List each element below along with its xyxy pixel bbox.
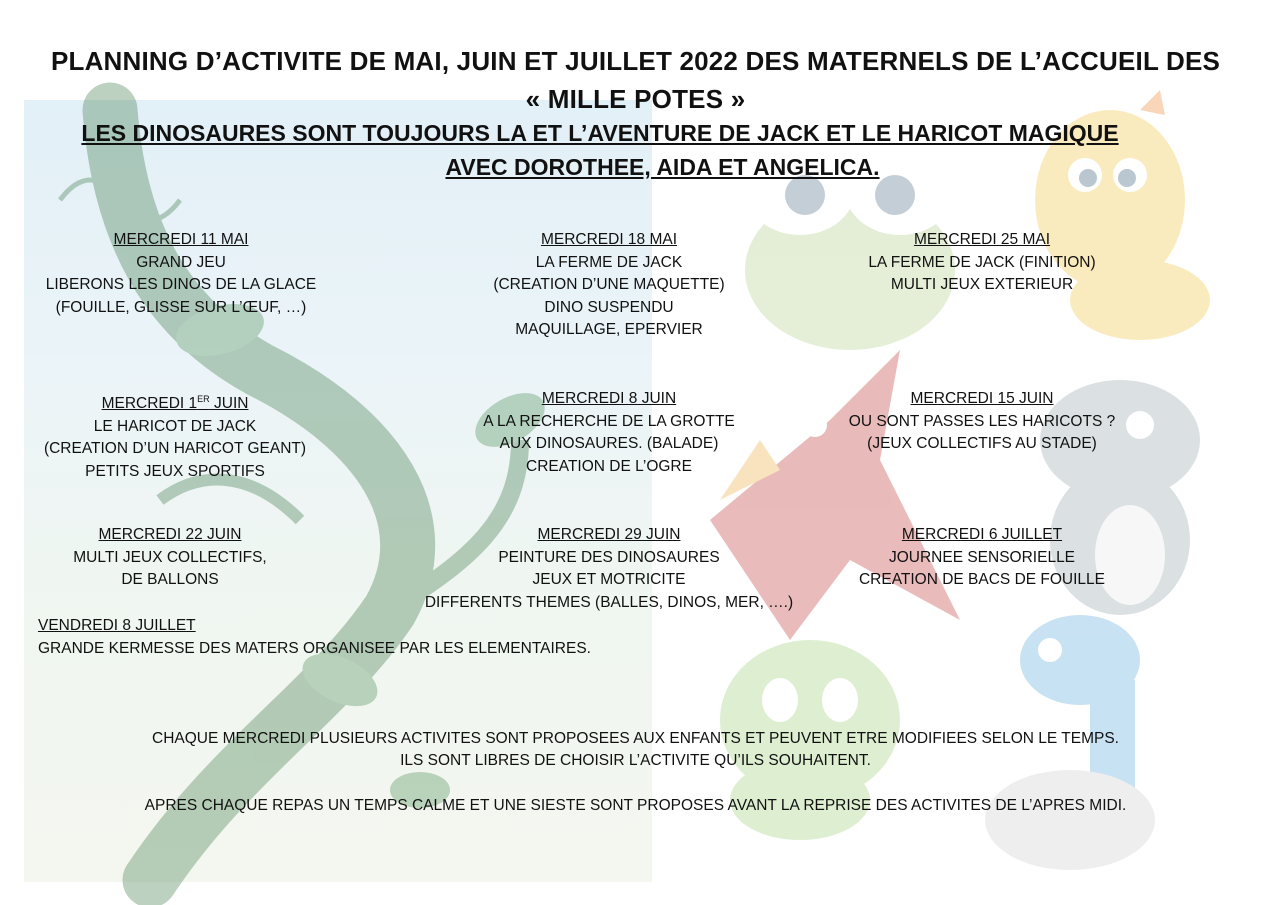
activity-line: MAQUILLAGE, EPERVIER: [515, 321, 703, 339]
activity-block: [20, 524, 320, 592]
activity-line: A LA RECHERCHE DE LA GROTTE: [483, 412, 735, 430]
activity-block: [832, 388, 1132, 456]
note-activities: CHAQUE MERCREDI PLUSIEURS ACTIVITES SONT PROPOSEES AUX ENFANTS ET PEUVENT ETRE MODIFIEES SELON LE TEMPS.: [152, 730, 1119, 747]
page-subtitle: LES DINOSAURES SONT TOUJOURS LA ET L’AVENTURE DE JACK ET LE HARICOT MAGIQUE: [81, 120, 1119, 146]
friday-day: VENDREDI 8 JUILLET: [38, 617, 196, 634]
activity-line: PEINTURE DES DINOSAURES: [498, 548, 720, 566]
activity-day: MERCREDI 18 MAI: [540, 231, 678, 248]
activity-line: LE HARICOT DE JACK: [93, 417, 257, 435]
activity-line: LIBERONS LES DINOS DE LA GLACE: [45, 276, 317, 294]
page-title: PLANNING D’ACTIVITE DE MAI, JUIN ET JUILLET 2022 DES MATERNELS DE L’ACCUEIL DES: [50, 46, 1221, 76]
activity-day-ordinal: ER: [197, 394, 210, 404]
activity-day: MERCREDI 8 JUIN: [541, 390, 677, 407]
activity-line: LA FERME DE JACK: [535, 253, 683, 271]
activity-line: (CREATION D’UN HARICOT GEANT): [43, 440, 307, 458]
activity-day: [25, 388, 325, 416]
activity-line: MULTI JEUX EXTERIEUR: [890, 276, 1074, 294]
activity-block: [832, 524, 1132, 592]
activity-line: AUX DINOSAURES. (BALADE): [499, 435, 719, 453]
activity-block: [459, 229, 759, 342]
note-free-choice: ILS SONT LIBRES DE CHOISIR L’ACTIVITE QU’ILS SOUHAITENT.: [400, 752, 871, 769]
activity-line: CREATION DE BACS DE FOUILLE: [858, 571, 1106, 589]
activity-line: CREATION DE L’OGRE: [526, 457, 692, 475]
activity-block: [25, 388, 325, 483]
activity-block: [31, 229, 331, 319]
activity-line: GRAND JEU: [136, 253, 226, 271]
activity-line: DIFFERENTS THEMES (BALLES, DINOS, MER, ….): [424, 593, 794, 611]
activity-line: JOURNEE SENSORIELLE: [888, 548, 1076, 566]
activity-block: [459, 388, 759, 478]
activity-line: MULTI JEUX COLLECTIFS,: [73, 548, 267, 566]
activity-line: (FOUILLE, GLISSE SUR L’ŒUF, …): [55, 298, 307, 316]
note-nap-time: APRES CHAQUE REPAS UN TEMPS CALME ET UNE SIESTE SONT PROPOSES AVANT LA REPRISE DES ACTIVITES DE L’APRES MIDI.: [144, 797, 1127, 814]
activity-line: DINO SUSPENDU: [544, 298, 674, 316]
activity-line: LA FERME DE JACK (FINITION): [868, 253, 1096, 271]
activity-block: [424, 524, 794, 614]
page-subtitle-staff: AVEC DOROTHEE, AIDA ET ANGELICA.: [445, 154, 880, 180]
activity-block: [832, 229, 1132, 297]
activity-day: MERCREDI 11 MAI: [113, 231, 249, 248]
activity-day: MERCREDI 6 JUILLET: [901, 526, 1063, 543]
activity-day: MERCREDI 22 JUIN: [98, 526, 242, 543]
activity-line: (JEUX COLLECTIFS AU STADE): [867, 435, 1097, 453]
activity-line: JEUX ET MOTRICITE: [532, 571, 686, 589]
activity-line: PETITS JEUX SPORTIFS: [85, 462, 265, 480]
activity-day-suffix: JUIN: [209, 395, 249, 412]
activity-day: MERCREDI 29 JUIN: [537, 526, 681, 543]
activity-day: MERCREDI 25 MAI: [913, 231, 1051, 248]
friday-event: [38, 614, 591, 660]
page-title-center-name: « MILLE POTES »: [525, 84, 746, 114]
activity-line: DE BALLONS: [121, 571, 219, 589]
activity-line: OU SONT PASSES LES HARICOTS ?: [848, 412, 1116, 430]
activity-day-prefix: MERCREDI 1: [101, 395, 198, 412]
activity-day: MERCREDI 15 JUIN: [910, 390, 1054, 407]
friday-text: GRANDE KERMESSE DES MATERS ORGANISEE PAR LES ELEMENTAIRES.: [38, 640, 591, 657]
activity-line: (CREATION D’UNE MAQUETTE): [493, 276, 725, 294]
